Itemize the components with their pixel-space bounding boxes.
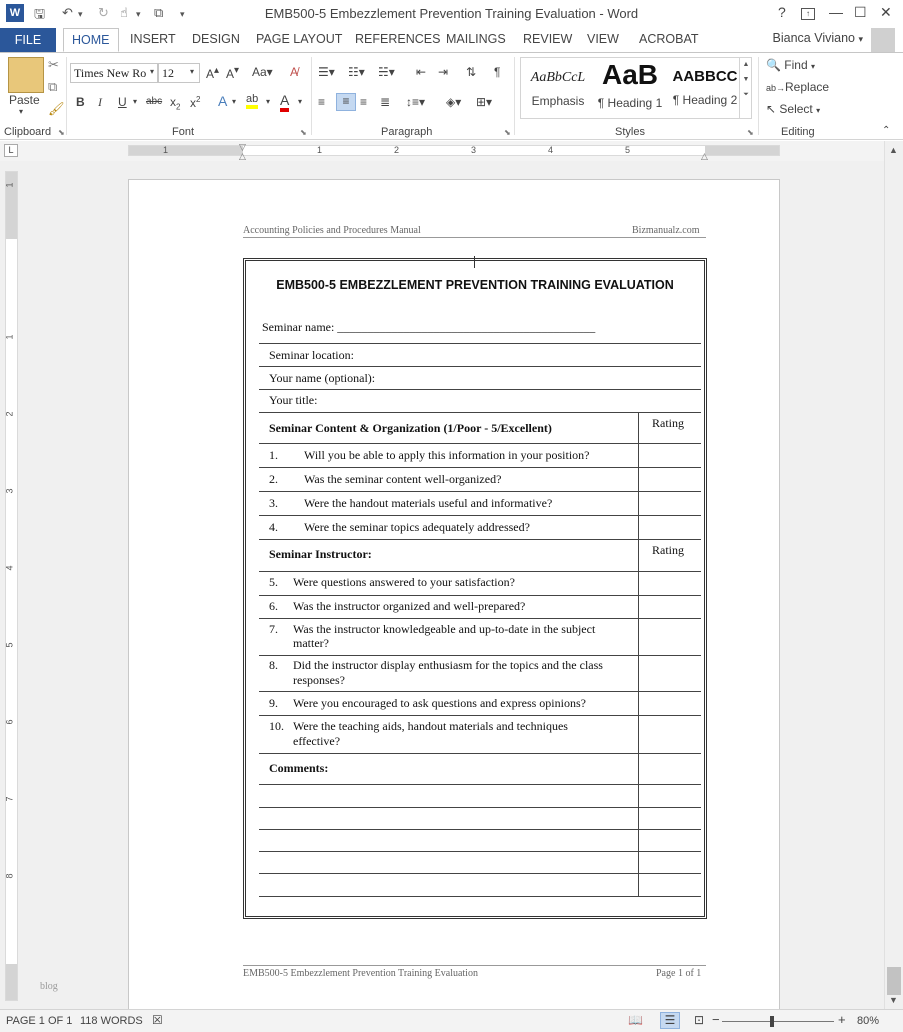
- text-effects-dropdown-icon[interactable]: ▾: [232, 97, 237, 106]
- style-heading-2[interactable]: [667, 68, 743, 107]
- vruler-number: 7: [4, 796, 15, 802]
- shading-icon[interactable]: ◈▾: [446, 95, 462, 109]
- divider: [311, 57, 312, 135]
- vruler-number: 3: [4, 488, 15, 494]
- ruler-number: 3: [471, 145, 477, 155]
- rating-header: Rating: [652, 543, 684, 557]
- row-rule: [259, 829, 701, 830]
- ruler-number: 1: [163, 145, 169, 155]
- ruler-right-margin: [705, 146, 779, 155]
- your-title-field[interactable]: Your title:: [269, 393, 318, 407]
- vertical-scrollbar[interactable]: [884, 141, 903, 1009]
- bold-icon[interactable]: B: [76, 95, 85, 109]
- ribbon-tabs: [0, 28, 903, 52]
- question-text: Were the teaching aids, handout materials and techniques: [293, 719, 568, 733]
- customize-qat-icon[interactable]: ▾: [180, 9, 185, 19]
- style-heading-1[interactable]: [593, 58, 667, 110]
- increase-indent-icon[interactable]: ⇥: [438, 65, 449, 79]
- print-layout-icon[interactable]: ☰: [660, 1012, 680, 1029]
- page-count[interactable]: PAGE 1 OF 1: [6, 1015, 73, 1027]
- your-name-field[interactable]: Your name (optional):: [269, 371, 376, 385]
- select-icon: ↖: [766, 102, 777, 116]
- tab-design[interactable]: DESIGN: [192, 32, 240, 46]
- font-launcher-icon[interactable]: ⬊: [300, 128, 307, 137]
- grow-font-icon[interactable]: A▴: [206, 65, 220, 81]
- row-rule: [259, 715, 701, 716]
- clipboard-group-label: Clipboard: [4, 126, 52, 138]
- tab-references[interactable]: REFERENCES: [355, 32, 441, 46]
- section-content-heading: Seminar Content & Organization (1/Poor - 5/Excellent): [269, 421, 552, 435]
- row-rule: [259, 366, 701, 367]
- question-text: Were questions answered to your satisfaction?: [293, 575, 515, 589]
- tab-mailings[interactable]: MAILINGS: [446, 32, 506, 46]
- question-text-continued: effective?: [293, 734, 341, 748]
- show-formatting-icon[interactable]: ¶: [494, 65, 501, 79]
- question-text: Was the instructor organized and well-prepared?: [293, 599, 526, 613]
- seminar-location-field[interactable]: Seminar location:: [269, 348, 354, 362]
- redo-icon[interactable]: ↻: [98, 5, 109, 20]
- row-rule: [259, 753, 701, 754]
- highlight-dropdown-icon[interactable]: ▾: [266, 97, 271, 106]
- help-button[interactable]: ?: [778, 4, 786, 20]
- find-button[interactable]: [766, 58, 815, 72]
- row-rule: [259, 618, 701, 619]
- select-button[interactable]: [766, 102, 820, 116]
- multilevel-list-icon[interactable]: ☵▾: [378, 65, 395, 79]
- comments-heading: Comments:: [269, 761, 329, 775]
- align-left-icon[interactable]: ≡: [318, 95, 326, 109]
- copy-icon[interactable]: ⧉: [48, 79, 58, 94]
- tab-home[interactable]: HOME: [63, 28, 119, 52]
- subscript-icon[interactable]: $x_2$: [170, 95, 181, 112]
- row-rule: [259, 539, 701, 540]
- line-spacing-icon[interactable]: ↕≡▾: [406, 95, 426, 109]
- row-rule: [259, 467, 701, 468]
- zoom-level[interactable]: 80%: [857, 1015, 880, 1027]
- collapse-ribbon-icon[interactable]: ⌃: [882, 125, 891, 136]
- align-right-icon[interactable]: ≡: [360, 95, 368, 109]
- ruler-number: 1: [317, 145, 323, 155]
- text-effects-icon[interactable]: A: [218, 93, 228, 109]
- ruler-number: 5: [625, 145, 631, 155]
- paste-button[interactable]: Paste: [9, 93, 40, 107]
- replace-button[interactable]: [766, 80, 829, 94]
- status-bar: [0, 1009, 903, 1032]
- row-rule: [259, 873, 701, 874]
- style-heading-2-label: ¶ Heading 2: [672, 93, 738, 107]
- font-name-value: Times New Ro: [74, 66, 147, 80]
- word-app-icon[interactable]: W: [6, 4, 24, 22]
- select-dropdown-icon: ▾: [816, 106, 821, 115]
- quick-access-icon[interactable]: ⧉: [154, 5, 164, 20]
- row-rule: [259, 691, 701, 692]
- vertical-ruler[interactable]: [5, 171, 18, 1001]
- question-text: Were the seminar topics adequately addressed?: [304, 520, 530, 534]
- align-center-icon[interactable]: ≡: [336, 93, 356, 111]
- font-color-dropdown-icon[interactable]: ▾: [298, 97, 303, 106]
- vruler-number: 4: [4, 565, 15, 571]
- find-dropdown-icon: ▾: [810, 62, 815, 71]
- font-size-value: 12: [162, 66, 174, 80]
- zoom-slider-thumb[interactable]: [770, 1016, 774, 1027]
- tab-view[interactable]: VIEW: [587, 32, 619, 46]
- replace-icon: ab→: [766, 83, 786, 93]
- tab-review[interactable]: REVIEW: [523, 32, 573, 46]
- ribbon-display-options-icon[interactable]: ↑: [801, 8, 815, 20]
- form-title: EMB500-5 EMBEZZLEMENT PREVENTION TRAINING EVALUATION: [276, 278, 674, 292]
- find-label: Find: [784, 58, 808, 72]
- question-text-continued: responses?: [293, 673, 345, 687]
- vruler-number: 1: [4, 182, 15, 188]
- row-rule: [259, 571, 701, 572]
- styles-group-label: Styles: [615, 126, 645, 138]
- footer-rule: [243, 965, 706, 966]
- rating-column-divider: [638, 412, 639, 896]
- highlight-icon[interactable]: ab: [246, 93, 258, 109]
- web-layout-icon[interactable]: ⊡: [694, 1013, 705, 1027]
- paragraph-launcher-icon[interactable]: ⬊: [504, 128, 511, 137]
- divider: [514, 57, 515, 135]
- tab-file[interactable]: FILE: [0, 28, 56, 52]
- section-instructor-heading: Seminar Instructor:: [269, 547, 372, 561]
- header-right: Bizmanualz.com: [632, 225, 700, 236]
- undo-icon[interactable]: ↶: [62, 5, 73, 20]
- question-number: 5.: [269, 575, 278, 589]
- font-name-combo[interactable]: [70, 63, 158, 83]
- sort-icon[interactable]: ⇅: [466, 65, 477, 79]
- clipboard-launcher-icon[interactable]: ⬊: [58, 128, 65, 137]
- font-group-label: Font: [172, 126, 195, 138]
- styles-down-icon[interactable]: ▼: [742, 76, 750, 83]
- tab-page-layout[interactable]: PAGE LAYOUT: [256, 32, 343, 46]
- question-text: Was the instructor knowledgeable and up-to-date in the subject: [293, 622, 596, 636]
- read-mode-icon[interactable]: 📖: [628, 1013, 643, 1027]
- maximize-button[interactable]: ☐: [854, 4, 867, 20]
- row-rule: [259, 851, 701, 852]
- styles-launcher-icon[interactable]: ⬊: [747, 128, 754, 137]
- question-number: 1.: [269, 448, 278, 462]
- row-rule: [259, 343, 701, 344]
- question-number: 4.: [269, 520, 278, 534]
- question-text: Will you be able to apply this information in your position?: [304, 448, 590, 462]
- scrollbar-thumb[interactable]: [887, 967, 901, 995]
- save-icon[interactable]: 🖫: [34, 6, 46, 21]
- tab-acrobat[interactable]: ACROBAT: [639, 32, 699, 46]
- touch-dropdown-icon[interactable]: ▾: [136, 9, 141, 19]
- question-text: Were you encouraged to ask questions and express opinions?: [293, 696, 586, 710]
- style-heading-2-preview: AABBCC: [672, 68, 738, 85]
- italic-icon[interactable]: I: [98, 95, 102, 109]
- find-icon: 🔍: [766, 58, 781, 72]
- font-color-icon[interactable]: A: [280, 92, 289, 112]
- divider: [758, 57, 759, 135]
- styles-gallery[interactable]: [520, 57, 752, 119]
- header-left: Accounting Policies and Procedures Manual: [243, 225, 421, 236]
- tab-insert[interactable]: INSERT: [130, 32, 176, 46]
- vruler-number: 2: [4, 411, 15, 417]
- underline-dropdown-icon[interactable]: ▾: [133, 97, 138, 106]
- font-size-dropdown-icon[interactable]: ▾: [190, 67, 195, 76]
- user-dropdown-icon: ▾: [858, 34, 863, 44]
- ruler-number: 2: [394, 145, 400, 155]
- row-rule: [259, 389, 701, 390]
- style-emphasis-label: Emphasis: [531, 94, 585, 108]
- bullets-icon[interactable]: ☰▾: [318, 65, 335, 79]
- word-count[interactable]: 118 WORDS: [80, 1015, 143, 1027]
- row-rule: [259, 784, 701, 785]
- row-rule: [259, 807, 701, 808]
- undo-dropdown-icon[interactable]: ▾: [78, 9, 83, 19]
- style-heading-1-preview: AaB: [601, 59, 658, 90]
- vruler-number: 8: [4, 873, 15, 879]
- minimize-button[interactable]: —: [829, 4, 843, 20]
- ruler-left-margin: [129, 146, 243, 155]
- seminar-name-field[interactable]: Seminar name: ___________________________________________: [262, 320, 596, 334]
- document-workspace: [0, 161, 884, 1009]
- styles-up-icon[interactable]: ▲: [742, 61, 750, 68]
- change-case-icon[interactable]: Aa▾: [252, 65, 273, 79]
- window-title: EMB500-5 Embezzlement Prevention Training Evaluation - Word: [264, 6, 639, 21]
- question-number: 6.: [269, 599, 278, 613]
- editing-group-label: Editing: [781, 126, 815, 138]
- ribbon-home: [0, 52, 903, 140]
- scroll-down-icon[interactable]: ▼: [889, 995, 898, 1005]
- row-rule: [259, 655, 701, 656]
- title-bar: [0, 0, 903, 28]
- vruler-bottom-margin: [6, 964, 17, 1000]
- question-number: 7.: [269, 622, 278, 636]
- strikethrough-icon[interactable]: abc: [146, 96, 163, 107]
- evaluation-form: [243, 258, 707, 919]
- horizontal-ruler[interactable]: [128, 142, 780, 161]
- borders-icon[interactable]: ⊞▾: [476, 95, 493, 109]
- style-emphasis[interactable]: [523, 70, 593, 108]
- zoom-in-icon[interactable]: +: [838, 1012, 846, 1027]
- numbering-icon[interactable]: ☷▾: [348, 65, 365, 79]
- font-name-dropdown-icon[interactable]: ▾: [150, 67, 155, 76]
- question-text: Were the handout materials useful and informative?: [304, 496, 553, 510]
- question-text-continued: matter?: [293, 636, 329, 650]
- header-rule: [243, 237, 706, 238]
- ruler-number: 4: [548, 145, 554, 155]
- tab-selector-icon[interactable]: L: [4, 144, 18, 157]
- styles-scroll[interactable]: [739, 58, 752, 118]
- row-rule: [259, 443, 701, 444]
- style-heading-1-label: ¶ Heading 1: [597, 96, 663, 110]
- touch-mode-icon[interactable]: ☝: [120, 5, 128, 20]
- proofing-icon[interactable]: ☒: [152, 1013, 163, 1027]
- underline-icon[interactable]: U: [118, 95, 127, 109]
- left-indent-marker[interactable]: △: [239, 151, 246, 161]
- decrease-indent-icon[interactable]: ⇤: [416, 65, 427, 79]
- justify-icon[interactable]: ≣: [380, 95, 391, 109]
- shrink-font-icon[interactable]: A▾: [226, 65, 240, 81]
- question-number: 8.: [269, 658, 278, 672]
- paragraph-group-label: Paragraph: [381, 126, 433, 138]
- rating-header: Rating: [652, 416, 684, 430]
- style-emphasis-preview: AaBbCcL: [530, 70, 586, 85]
- question-number: 10.: [269, 719, 284, 733]
- divider: [66, 57, 67, 135]
- paste-dropdown-icon[interactable]: ▾: [19, 107, 24, 116]
- vruler-number: 5: [4, 642, 15, 648]
- vruler-number: 6: [4, 719, 15, 725]
- row-rule: [259, 515, 701, 516]
- watermark-text: blog: [40, 981, 58, 992]
- select-label: Select: [779, 102, 813, 116]
- clear-formatting-icon[interactable]: A̸: [290, 65, 299, 79]
- scroll-up-icon[interactable]: ▲: [889, 145, 898, 155]
- first-line-indent-marker[interactable]: ▽: [239, 142, 246, 152]
- avatar[interactable]: [871, 28, 895, 52]
- question-number: 2.: [269, 472, 278, 486]
- row-rule: [259, 491, 701, 492]
- row-rule: [259, 412, 701, 413]
- replace-label: Replace: [785, 80, 830, 94]
- question-text: Did the instructor display enthusiasm for the topics and the class: [293, 658, 603, 672]
- user-name-label: Bianca Viviano: [772, 31, 855, 45]
- superscript-icon[interactable]: $x^2$: [190, 95, 201, 110]
- question-text: Was the seminar content well-organized?: [304, 472, 502, 486]
- close-button[interactable]: ✕: [880, 4, 892, 20]
- zoom-slider[interactable]: [722, 1021, 834, 1022]
- ruler-row: [0, 141, 903, 161]
- document-page[interactable]: [128, 179, 780, 1009]
- user-name[interactable]: [773, 31, 863, 45]
- zoom-out-icon[interactable]: −: [712, 1012, 720, 1027]
- cut-icon[interactable]: ✂: [48, 57, 59, 72]
- vruler-number: 1: [4, 334, 15, 340]
- paste-icon[interactable]: [8, 57, 44, 93]
- footer-right: Page 1 of 1: [656, 968, 702, 979]
- footer-left: EMB500-5 Embezzlement Prevention Training Evaluation: [243, 968, 478, 979]
- right-indent-marker[interactable]: △: [701, 151, 708, 161]
- format-painter-icon[interactable]: 🖌: [48, 101, 65, 116]
- row-rule: [259, 595, 701, 596]
- question-number: 3.: [269, 496, 278, 510]
- styles-more-icon[interactable]: ⏷: [743, 91, 749, 98]
- row-rule: [259, 896, 701, 897]
- question-number: 9.: [269, 696, 278, 710]
